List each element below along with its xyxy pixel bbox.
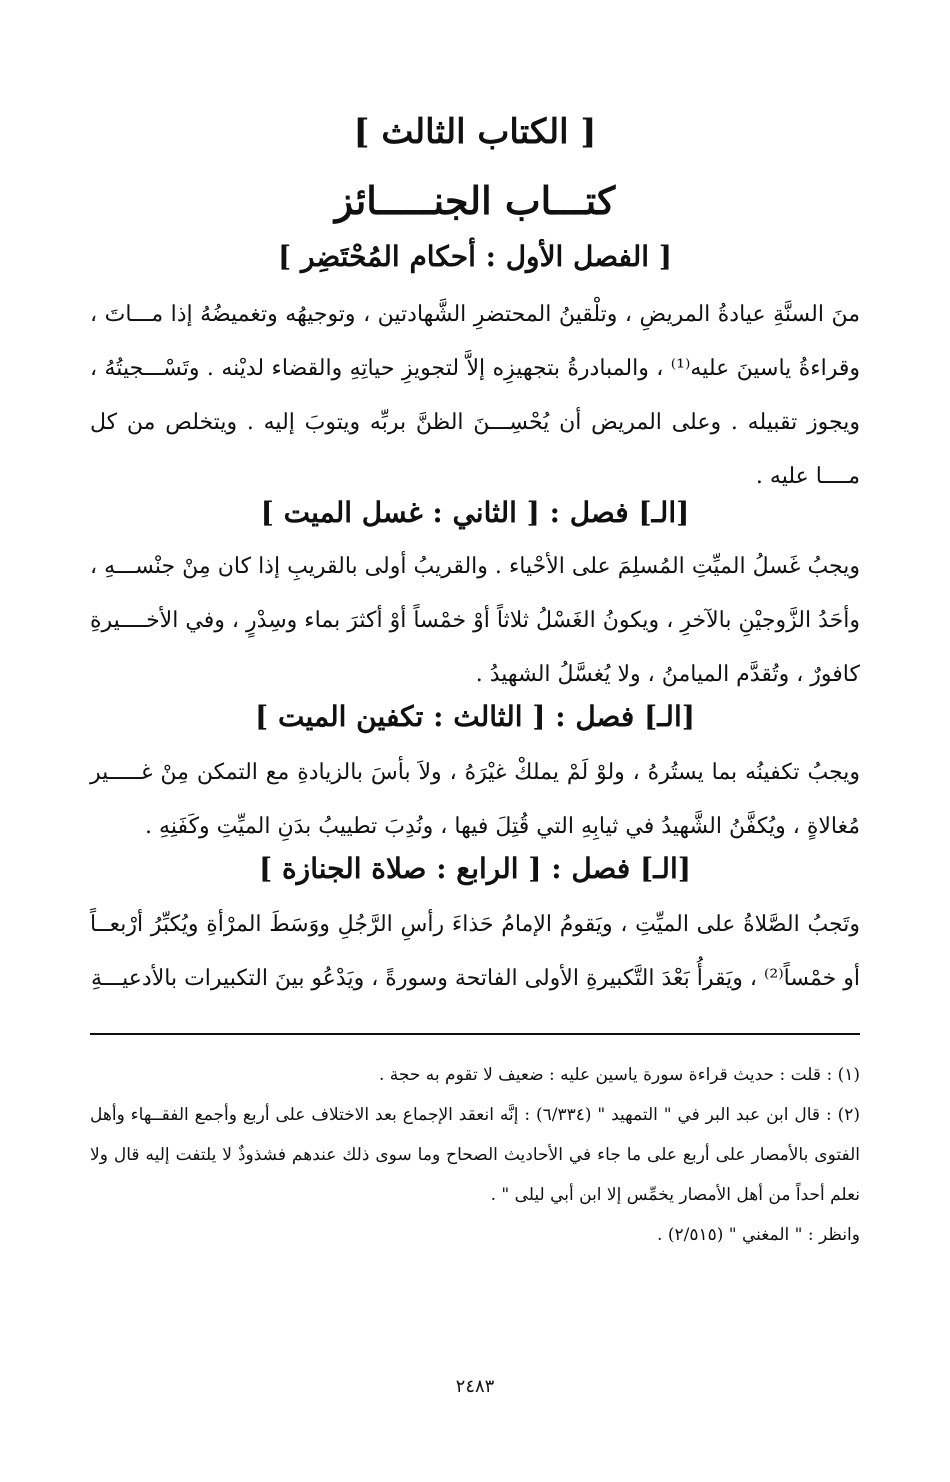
footnote-2-reference: وانظر : " المغني " (٢/٥١٥) . (657, 1225, 860, 1245)
section-heading-4: [الـ] فصل : [ الرابع : صلاة الجنازة ] (259, 852, 691, 885)
section-heading-3: [الـ] فصل : [ الثالث : تكفين الميت ] (255, 700, 695, 733)
footnote-2: (٢) : قال ابن عبد البر في " التمهيد " (٦/٣٣٤) : إنَّه انعقد الإجماع بعد الاختلاف على أربع وأجمع الفقــهاء وأهل الفتوى بالأمصار على أربع على ما جاء في الأحاديث الصحاح وما سوى ذلك عندهم فشذوذٌ لا يلتفت إليه قال ولا نعلم أحداً من أهل الأمصار يخمِّس إلا ابن أبي ليلى " . (90, 1105, 860, 1205)
book-title: كتـــاب الجنـــــائز (334, 178, 616, 223)
footnote-1: (١) : قلت : حديث قراءة سورة ياسين عليه : ضعيف لا تقوم به حجة . (378, 1065, 860, 1085)
paragraph-3: ويجبُ تكفينُه بما يستُرهُ ، ولوْ لَمْ يملكْ غيْرَهُ ، ولاَ بأسَ بالزيادةِ مع التمكن مِنْ غـــــير مُغالاةٍ ، ويُكفَّنُ الشَّهيدُ في ثيابِهِ التي قُتِلَ فيها ، ونُدِبَ تطييبُ بدَنِ الميِّتِ وكَفَنِهِ . (90, 760, 860, 839)
footnote-separator (90, 1033, 860, 1035)
section-heading-1: [ الفصل الأول : أحكام المُحْتَضِر ] (277, 240, 673, 273)
paragraph-1: منَ السنَّةِ عيادةُ المريضِ ، وتلْقينُ المحتضرِ الشَّهادتين ، وتوجيهُه وتغميضُهُ إذا مـــاتَ ، وقراءةُ ياسينَ عليه⁽¹⁾ ، والمبادرةُ بتجهيزِه إلاَّ لتجويزِ حياتِهِ والقضاء لديْنه . وتَسْـــجيتُهُ ، ويجوز تقبيله . وعلى المريض أن يُحْسِـــنَ الظنَّ بربِّه ويتوبَ إليه . ويتخلص من كل مــــا عليه . (90, 302, 860, 489)
section-heading-2: [الـ] فصل : [ الثاني : غسل الميت ] (260, 496, 690, 529)
page-number: ٢٤٨٣ (455, 1376, 495, 1397)
paragraph-4: وتَجبُ الصَّلاةُ على الميِّتِ ، ويَقومُ الإمامُ حَذاءَ رأسِ الرَّجُلِ ووَسَطَ المرْأةِ ويُكبِّرُ أرْبعــاً أو خمْساً⁽²⁾ ، ويَقرأُ بَعْدَ التَّكبيرةِ الأولى الفاتحة وسورةً ، ويَدْعُو بينَ التكبيرات بالأدعيـــةِ (90, 912, 860, 991)
paragraph-2: ويجبُ غَسلُ الميِّتِ المُسلِمَ على الأحْياء . والقريبُ أولى بالقريبِ إذا كان مِنْ جنْســـهِ ، وأحَدُ الزَّوجيْنِ بالآخرِ ، ويكونُ الغَسْلُ ثلاثاً أوْ خمْساً أوْ أكثرَ بماء وسِدْرٍ ، وفي الأخــــيرةِ كافورٌ ، وتُقدَّم الميامنُ ، ولا يُغسَّلُ الشهيدُ . (90, 554, 860, 687)
book-label: [ الكتاب الثالث ] (353, 112, 597, 152)
